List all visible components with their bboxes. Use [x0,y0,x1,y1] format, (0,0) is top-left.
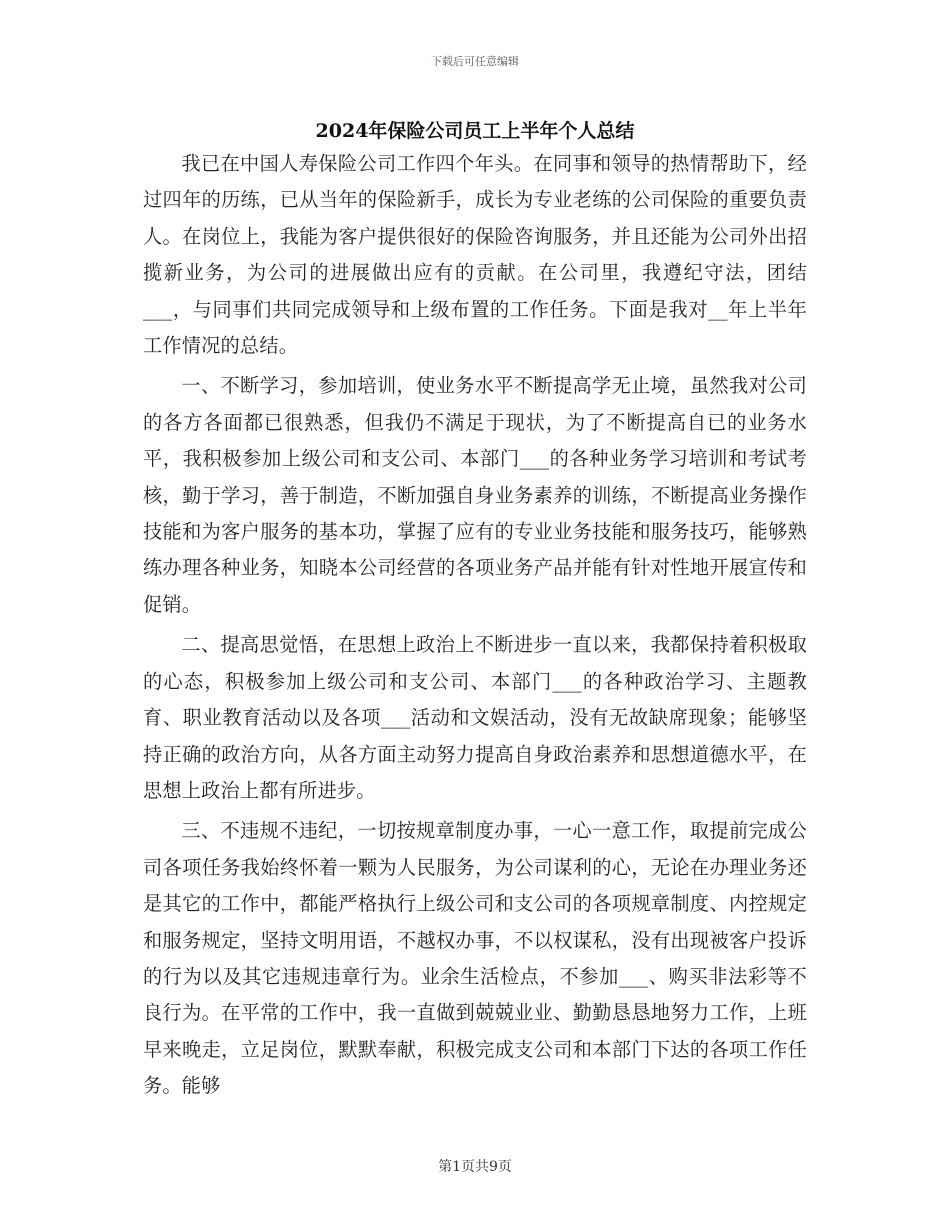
intro-paragraph: 我已在中国人寿保险公司工作四个年头。在同事和领导的热情帮助下，经过四年的历练，已从当年的保险新手，成长为专业老练的公司保险的重要负责人。在岗位上，我能为客户提供很好的保险咨询服务，并且还能为公司外出招揽新业务，为公司的进展做出应有的贡献。在公司里，我遵纪守法，团结___，与同事们共同完成领导和上级布置的工作任务。下面是我对__年上半年工作情况的总结。 [143,152,807,358]
download-note: 下载后可任意编辑 [431,55,519,68]
document-title: 2024年保险公司员工上半年个人总结 [315,120,635,142]
document-body [143,146,807,1105]
section-two-paragraph: 二、提高思觉悟，在思想上政治上不断进步一直以来，我都保持着积极取的心态，积极参加上级公司和支公司、本部门___的各种政治学习、主题教育、职业教育活动以及各项___活动和文娱活动，没有无故缺席现象；能够坚持正确的政治方向，从各方面主动努力提高自身政治素养和思想道德水平，在思想上政治上都有所进步。 [143,633,807,802]
section-three-paragraph: 三、不违规不违纪，一切按规章制度办事，一心一意工作，取提前完成公司各项任务我始终怀着一颗为人民服务，为公司谋利的心，无论在办理业务还是其它的工作中，都能严格执行上级公司和支公司的各项规章制度、内控规定和服务规定，坚持文明用语，不越权办事，不以权谋私，没有出现被客户投诉的行为以及其它违规违章行为。业余生活检点，不参加___、购买非法彩等不良行为。在平常的工作中，我一直做到兢兢业业、勤勤恳恳地努力工作，上班早来晚走，立足岗位，默默奉献，积极完成支公司和本部门下达的各项工作任务。能够 [143,819,807,1098]
page-number-footer: 第1页共9页 [438,1159,512,1175]
section-one-paragraph: 一、不断学习，参加培训，使业务水平不断提高学无止境，虽然我对公司的各方各面都已很熟悉，但我仍不满足于现状，为了不断提高自已的业务水平，我积极参加上级公司和支公司、本部门___的各种业务学习培训和考试考核，勤于学习，善于制造，不断加强自身业务素养的训练，不断提高业务操作技能和为客户服务的基本功，掌握了应有的专业业务技能和服务技巧，能够熟练办理各种业务，知晓本公司经营的各项业务产品并能有针对性地开展宣传和促销。 [143,374,807,616]
